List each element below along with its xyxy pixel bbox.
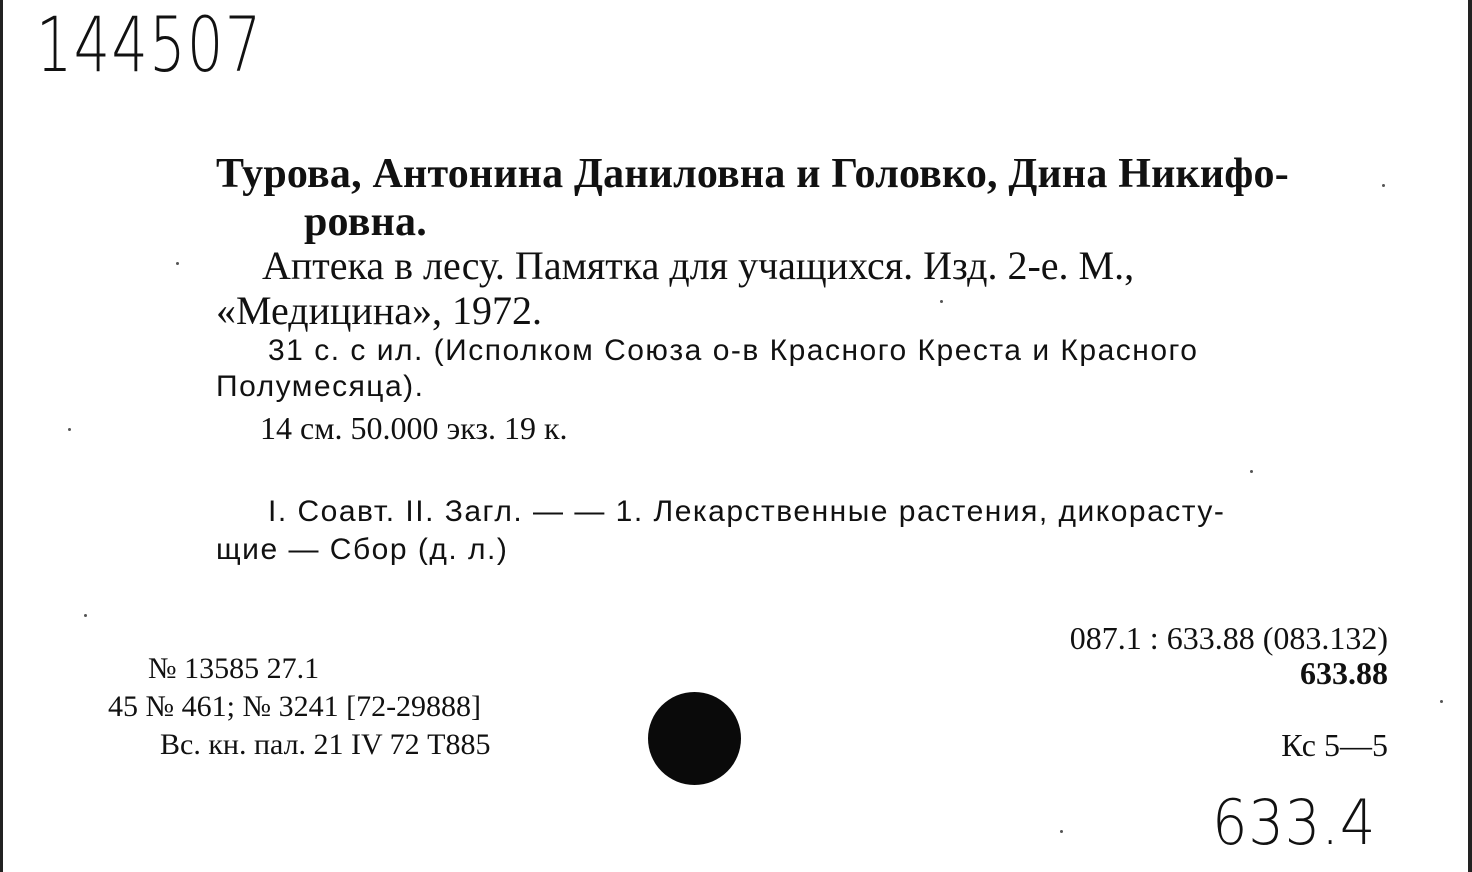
tracings-line-1: I. Соавт. II. Загл. — — 1. Лекарственные растения, дикорасту- xyxy=(268,495,1226,528)
collation-line-1: 31 с. с ил. (Исполком Союза о-в Красного Креста и Красного xyxy=(268,334,1199,367)
class-number: 633.88 xyxy=(1300,655,1388,691)
speck xyxy=(68,428,71,431)
order-info-line-3: Вс. кн. пал. 21 IV 72 Т885 xyxy=(160,728,491,761)
speck xyxy=(940,300,943,303)
author-line-2: ровна. xyxy=(304,199,427,245)
speck xyxy=(1382,184,1385,187)
tracings-line-2: щие — Сбор (д. л.) xyxy=(216,533,509,566)
title-line: Аптека в лесу. Памятка для учащихся. Изд. 2-е. М., xyxy=(262,243,1135,288)
order-info-line-1: № 13585 27.1 xyxy=(148,652,320,685)
udc-classification: 087.1 : 633.88 (083.132) xyxy=(1069,620,1388,656)
speck xyxy=(176,262,179,265)
kc-code: Кс 5—5 xyxy=(1281,727,1388,763)
publisher-line: «Медицина», 1972. xyxy=(216,288,542,333)
size-edition-price-line: 14 см. 50.000 экз. 19 к. xyxy=(260,410,568,446)
collation-line-2: Полумесяца). xyxy=(216,370,425,403)
order-info-line-2: 45 № 461; № 3241 [72-29888] xyxy=(108,690,482,723)
handwritten-accession-number: 144507 xyxy=(36,0,263,89)
speck xyxy=(1440,700,1443,703)
speck xyxy=(1250,470,1253,473)
speck xyxy=(1060,830,1063,833)
punch-hole xyxy=(648,692,741,785)
speck xyxy=(84,614,87,617)
handwritten-shelf-number: 633.4 xyxy=(1212,786,1377,859)
card-left-border xyxy=(0,0,3,872)
card-right-border xyxy=(1468,0,1472,872)
author-line-1: Турова, Антонина Даниловна и Головко, Дина Никифо- xyxy=(216,151,1289,197)
